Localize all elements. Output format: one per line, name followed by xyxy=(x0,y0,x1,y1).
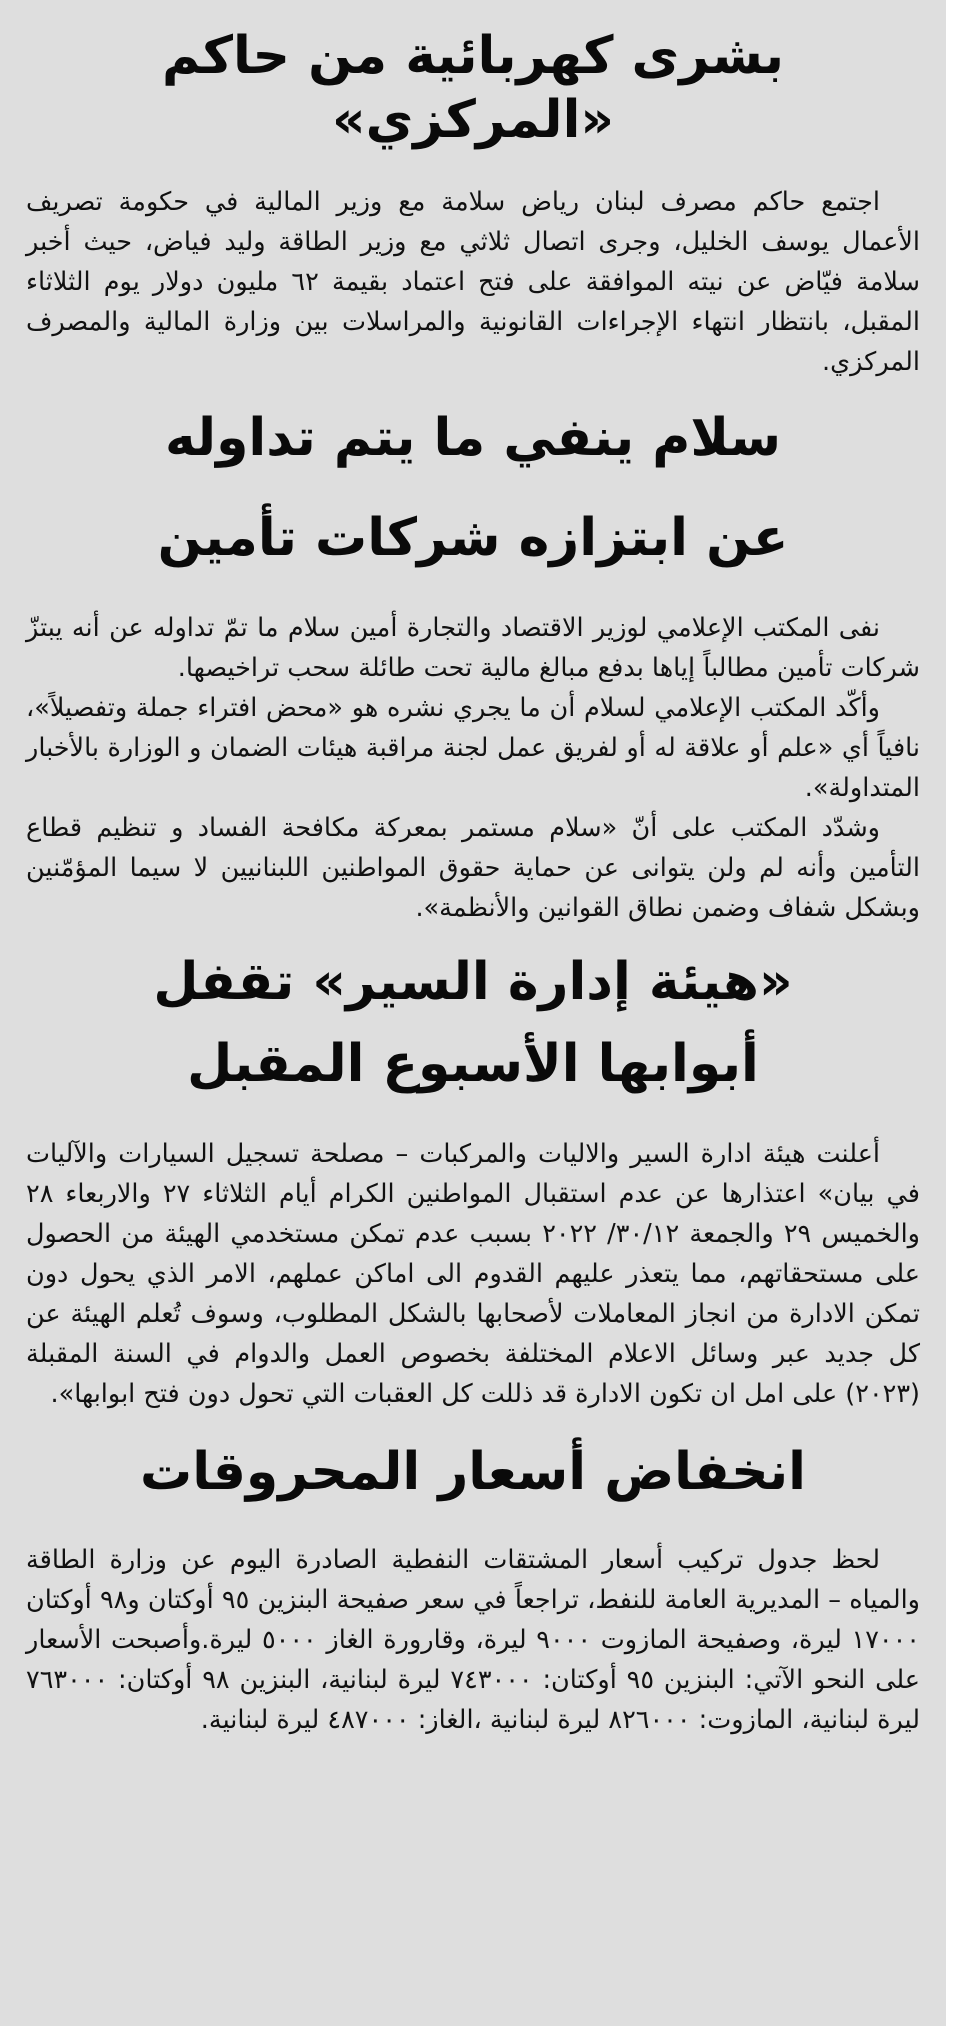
article-headline-line-1: «هيئة إدارة السير» تقفل xyxy=(153,952,793,1012)
article-paragraph: وشدّد المكتب على أنّ «سلام مستمر بمعركة مكافحة الفساد و تنظيم قطاع التأمين وأنه لم ولن يتوانى عن حماية حقوق المواطنين اللبنانيين لا سيما المؤمّنين وبشكل شفاف وضمن نطاق القوانين والأنظمة». xyxy=(26,813,920,923)
article-salam-denial xyxy=(26,382,920,928)
article-paragraph: نفى المكتب الإعلامي لوزير الاقتصاد والتجارة أمين سلام ما تمّ تداوله عن أنه يبتزّ شركات تأمين مطالباً إياها بدفع مبالغ مالية تحت طائلة سحب تراخيصها. xyxy=(26,613,920,683)
article-paragraph: وأكّد المكتب الإعلامي لسلام أن ما يجري نشره هو «محض افتراء جملة وتفصيلاً»، نافياً أي «علم أو علاقة له أو لفريق عمل لجنة مراقبة هيئات الضمان و الوزارة بالأخبار المتداولة». xyxy=(26,693,920,803)
article-headline-line-2: عن ابتزازه شركات تأمين xyxy=(157,508,789,568)
article-headline-line-1: سلام ينفي ما يتم تداوله xyxy=(165,408,781,468)
article-electricity xyxy=(26,0,920,382)
article-paragraph: اجتمع حاكم مصرف لبنان رياض سلامة مع وزير المالية في حكومة تصريف الأعمال يوسف الخليل، وجرى اتصال ثلاثي مع وزير الطاقة وليد فياض، حيث أخبر سلامة فيّاض عن نيته الموافقة على فتح اعتماد بقيمة ٦٢ مليون دولار يوم الثلاثاء المقبل، بانتظار انتهاء الإجراءات القانونية والمراسلات بين وزارة المالية والمصرف المركزي. xyxy=(26,187,920,377)
article-headline: انخفاض أسعار المحروقات xyxy=(140,1442,806,1502)
article-headline-line-2: أبوابها الأسبوع المقبل xyxy=(187,1034,759,1094)
article-headline: بشرى كهربائية من حاكم «المركزي» xyxy=(161,26,785,150)
article-traffic-authority xyxy=(26,928,920,1414)
article-paragraph: أعلنت هيئة ادارة السير والاليات والمركبات – مصلحة تسجيل السيارات والآليات في بيان» اعتذارها عن عدم استقبال المواطنين الكرام أيام الثلاثاء ٢٧ والاربعاء ٢٨ والخميس ٢٩ والجمعة ٣٠/١٢/ ٢٠٢٢ بسبب عدم تمكن مستخدمي الهيئة من الحصول على مستحقاتهم، مما يتعذر عليهم القدوم الى اماكن عملهم، الامر الذي يحول دون تمكن الادارة من انجاز المعاملات لأصحابها بالشكل المطلوب، وسوف تُعلم الهيئة عن كل جديد عبر وسائل الاعلام المختلفة بخصوص العمل والدوام في السنة المقبلة (٢٠٢٣) على امل ان تكون الادارة قد ذللت كل العقبات التي تحول دون فتح ابوابها». xyxy=(26,1139,920,1409)
article-paragraph: لحظ جدول تركيب أسعار المشتقات النفطية الصادرة اليوم عن وزارة الطاقة والمياه – المديرية العامة للنفط، تراجعاً في سعر صفيحة البنزين ٩٥ أوكتان و٩٨ أوكتان ١٧٠٠٠ ليرة، وصفيحة المازوت ٩٠٠٠ ليرة، وقارورة الغاز ٥٠٠٠ ليرة.وأصبحت الأسعار على النحو الآتي: البنزين ٩٥ أوكتان: ٧٤٣٠٠٠ ليرة لبنانية، البنزين ٩٨ أوكتان: ٧٦٣٠٠٠ ليرة لبنانية، المازوت: ٨٢٦٠٠٠ ليرة لبنانية ،الغاز: ٤٨٧٠٠٠ ليرة لبنانية. xyxy=(26,1545,920,1735)
article-fuel-prices xyxy=(26,1414,920,1740)
